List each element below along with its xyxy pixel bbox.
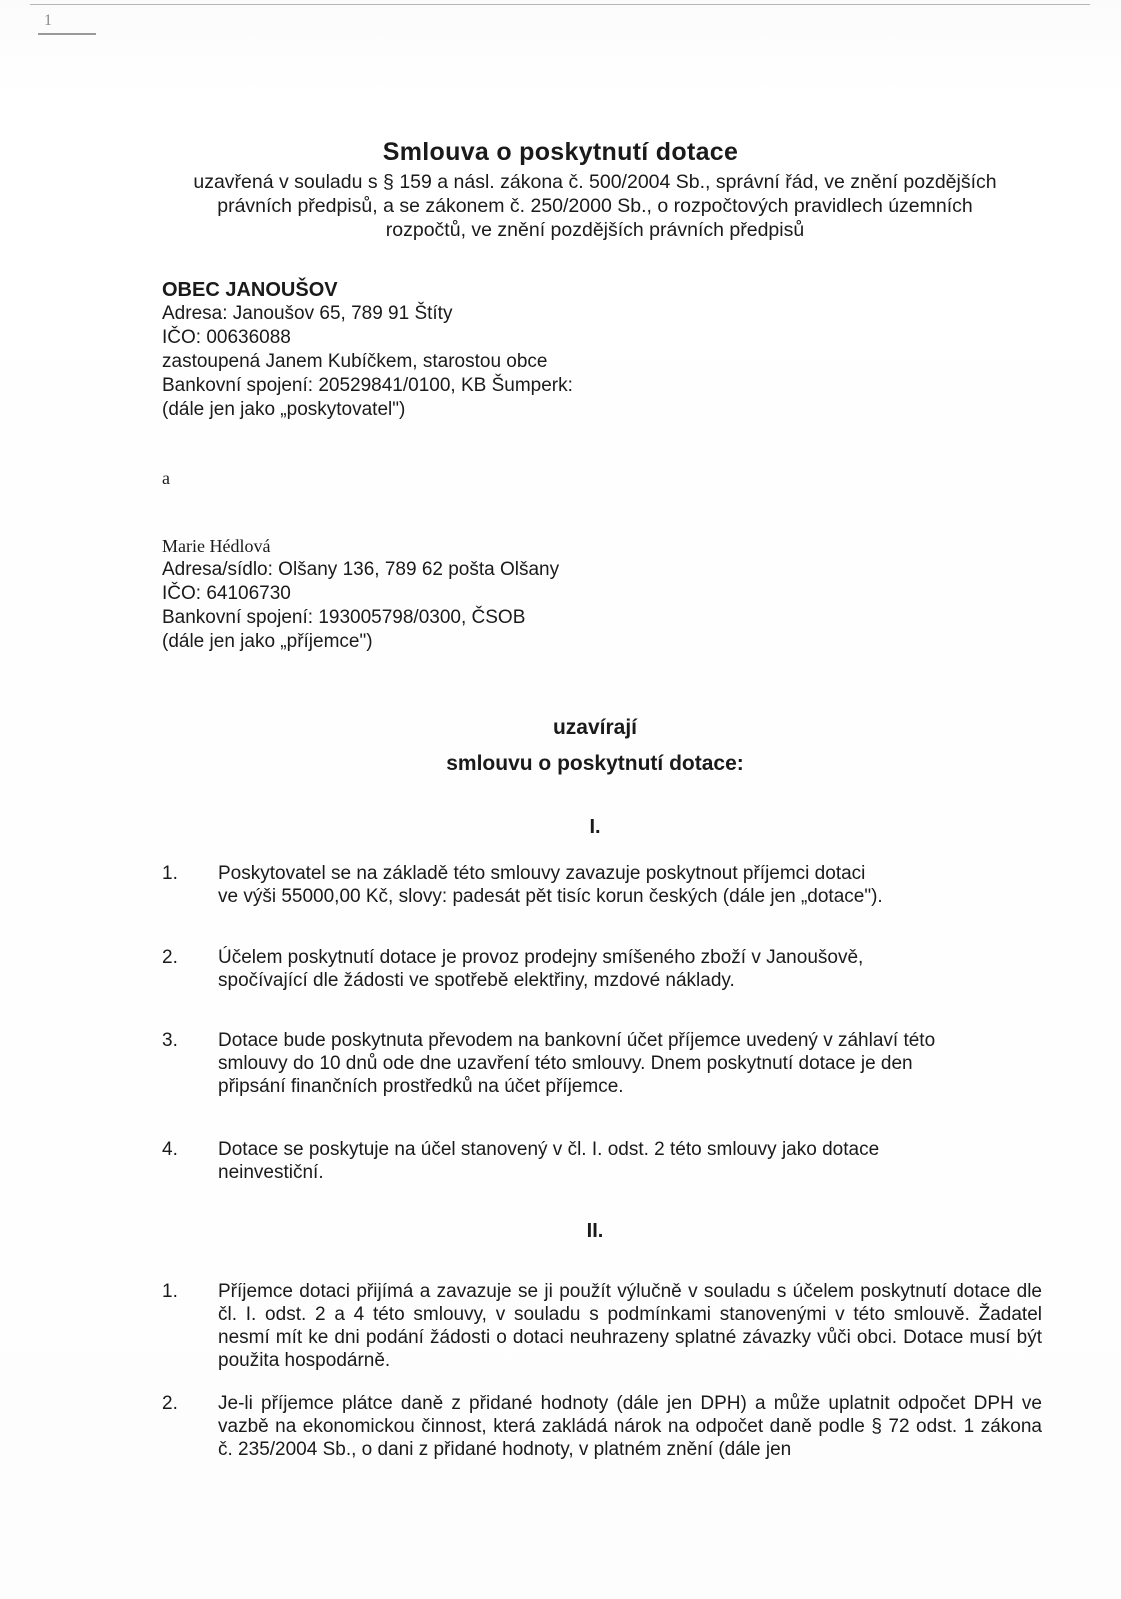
clause-line: Poskytovatel se na základě této smlouvy zavazuje poskytnout příjemci dotaci xyxy=(218,863,866,884)
clause-text xyxy=(218,946,1042,992)
clause-line: ve výši 55000,00 Kč, slovy: padesát pět tisíc korun českých (dále jen „dotace"). xyxy=(218,886,883,907)
article-number: I. xyxy=(589,816,601,838)
clause-number: 2. xyxy=(162,1393,178,1414)
legal-basis xyxy=(150,170,1040,242)
document-title: Smlouva o poskytnutí dotace xyxy=(382,138,739,166)
legal-basis-line: právních předpisů, a se zákonem č. 250/2000 Sb., o rozpočtových pravidlech územních xyxy=(217,195,973,217)
page-mark-underline xyxy=(38,33,96,35)
clause-number: 1. xyxy=(162,1281,178,1302)
contract-heading: smlouvu o poskytnutí dotace: xyxy=(446,752,744,775)
clause xyxy=(162,1392,1042,1461)
clause xyxy=(162,1138,1042,1184)
clause-text xyxy=(218,1029,1042,1098)
clause xyxy=(162,1029,1042,1098)
recipient-alias: (dále jen jako „příjemce") xyxy=(162,631,373,652)
provider-bank: Bankovní spojení: 20529841/0100, KB Šumperk: xyxy=(162,375,573,396)
clause-number: 3. xyxy=(162,1030,178,1051)
clause-text xyxy=(218,862,1042,908)
legal-basis-line: rozpočtů, ve znění pozdějších právních předpisů xyxy=(385,219,805,241)
clause xyxy=(162,1280,1042,1372)
recipient-bank: Bankovní spojení: 193005798/0300, ČSOB xyxy=(162,607,526,628)
recipient-block xyxy=(162,534,559,654)
provider-ico: IČO: 00636088 xyxy=(162,327,291,348)
top-border-line xyxy=(30,4,1090,5)
clause-text: Je-li příjemce plátce daně z přidané hodnoty (dále jen DPH) a může uplatnit odpočet DPH ve vazbě na ekonomickou činnost, která zakládá nárok na odpočet daně podle § 72 odst. 1 zákona č. 235/2004 Sb., o dani z přidané hodnoty, v platném znění (dále jen xyxy=(218,1393,1042,1460)
clause-line: Dotace bude poskytnuta převodem na bankovní účet příjemce uvedený v záhlaví této xyxy=(218,1030,936,1051)
recipient-address: Adresa/sídlo: Olšany 136, 789 62 pošta Olšany xyxy=(162,559,560,580)
clause-line: smlouvy do 10 dnů ode dne uzavření této smlouvy. Dnem poskytnutí dotace je den xyxy=(218,1053,913,1074)
recipient-name: Marie Hédlová xyxy=(162,536,271,556)
clause-line: Účelem poskytnutí dotace je provoz prodejny smíšeného zboží v Janoušově, xyxy=(218,947,864,968)
clause-line: Dotace se poskytuje na účel stanovený v čl. I. odst. 2 této smlouvy jako dotace xyxy=(218,1139,880,1160)
clause-number: 1. xyxy=(162,863,178,884)
clause-line: připsání finančních prostředků na účet příjemce. xyxy=(218,1076,624,1097)
provider-address: Adresa: Janoušov 65, 789 91 Štíty xyxy=(162,303,453,324)
clause-text xyxy=(218,1138,1042,1184)
clause-line: neinvestiční. xyxy=(218,1162,324,1183)
provider-name: OBEC JANOUŠOV xyxy=(162,279,338,301)
provider-representative: zastoupená Janem Kubíčkem, starostou obce xyxy=(162,351,548,372)
provider-block xyxy=(162,278,573,422)
clause-line: spočívající dle žádosti ve spotřebě elektřiny, mzdové náklady. xyxy=(218,970,735,991)
clause-text: Příjemce dotaci přijímá a zavazuje se ji použít výlučně v souladu s účelem poskytnutí dotace dle čl. I. odst. 2 a 4 této smlouvy, v souladu s podmínkami stanovenými v této smlouvě. Žadatel nesmí mít ke dni podání žádosti o dotaci neuhrazeny splatné závazky vůči obci. Dotace musí být použita hospodárně. xyxy=(218,1281,1042,1371)
clause-number: 4. xyxy=(162,1139,178,1160)
conjunction-and: a xyxy=(162,468,170,488)
provider-alias: (dále jen jako „poskytovatel") xyxy=(162,399,406,420)
article-number: II. xyxy=(586,1220,604,1242)
clause-number: 2. xyxy=(162,947,178,968)
clause xyxy=(162,862,1042,908)
legal-basis-line: uzavřená v souladu s § 159 a násl. zákona č. 500/2004 Sb., správní řád, ve znění pozdějších xyxy=(193,171,997,193)
recipient-ico: IČO: 64106730 xyxy=(162,583,291,604)
conclude-heading: uzavírají xyxy=(552,716,638,739)
page-number-mark: 1 xyxy=(44,12,52,29)
clause xyxy=(162,946,1042,992)
